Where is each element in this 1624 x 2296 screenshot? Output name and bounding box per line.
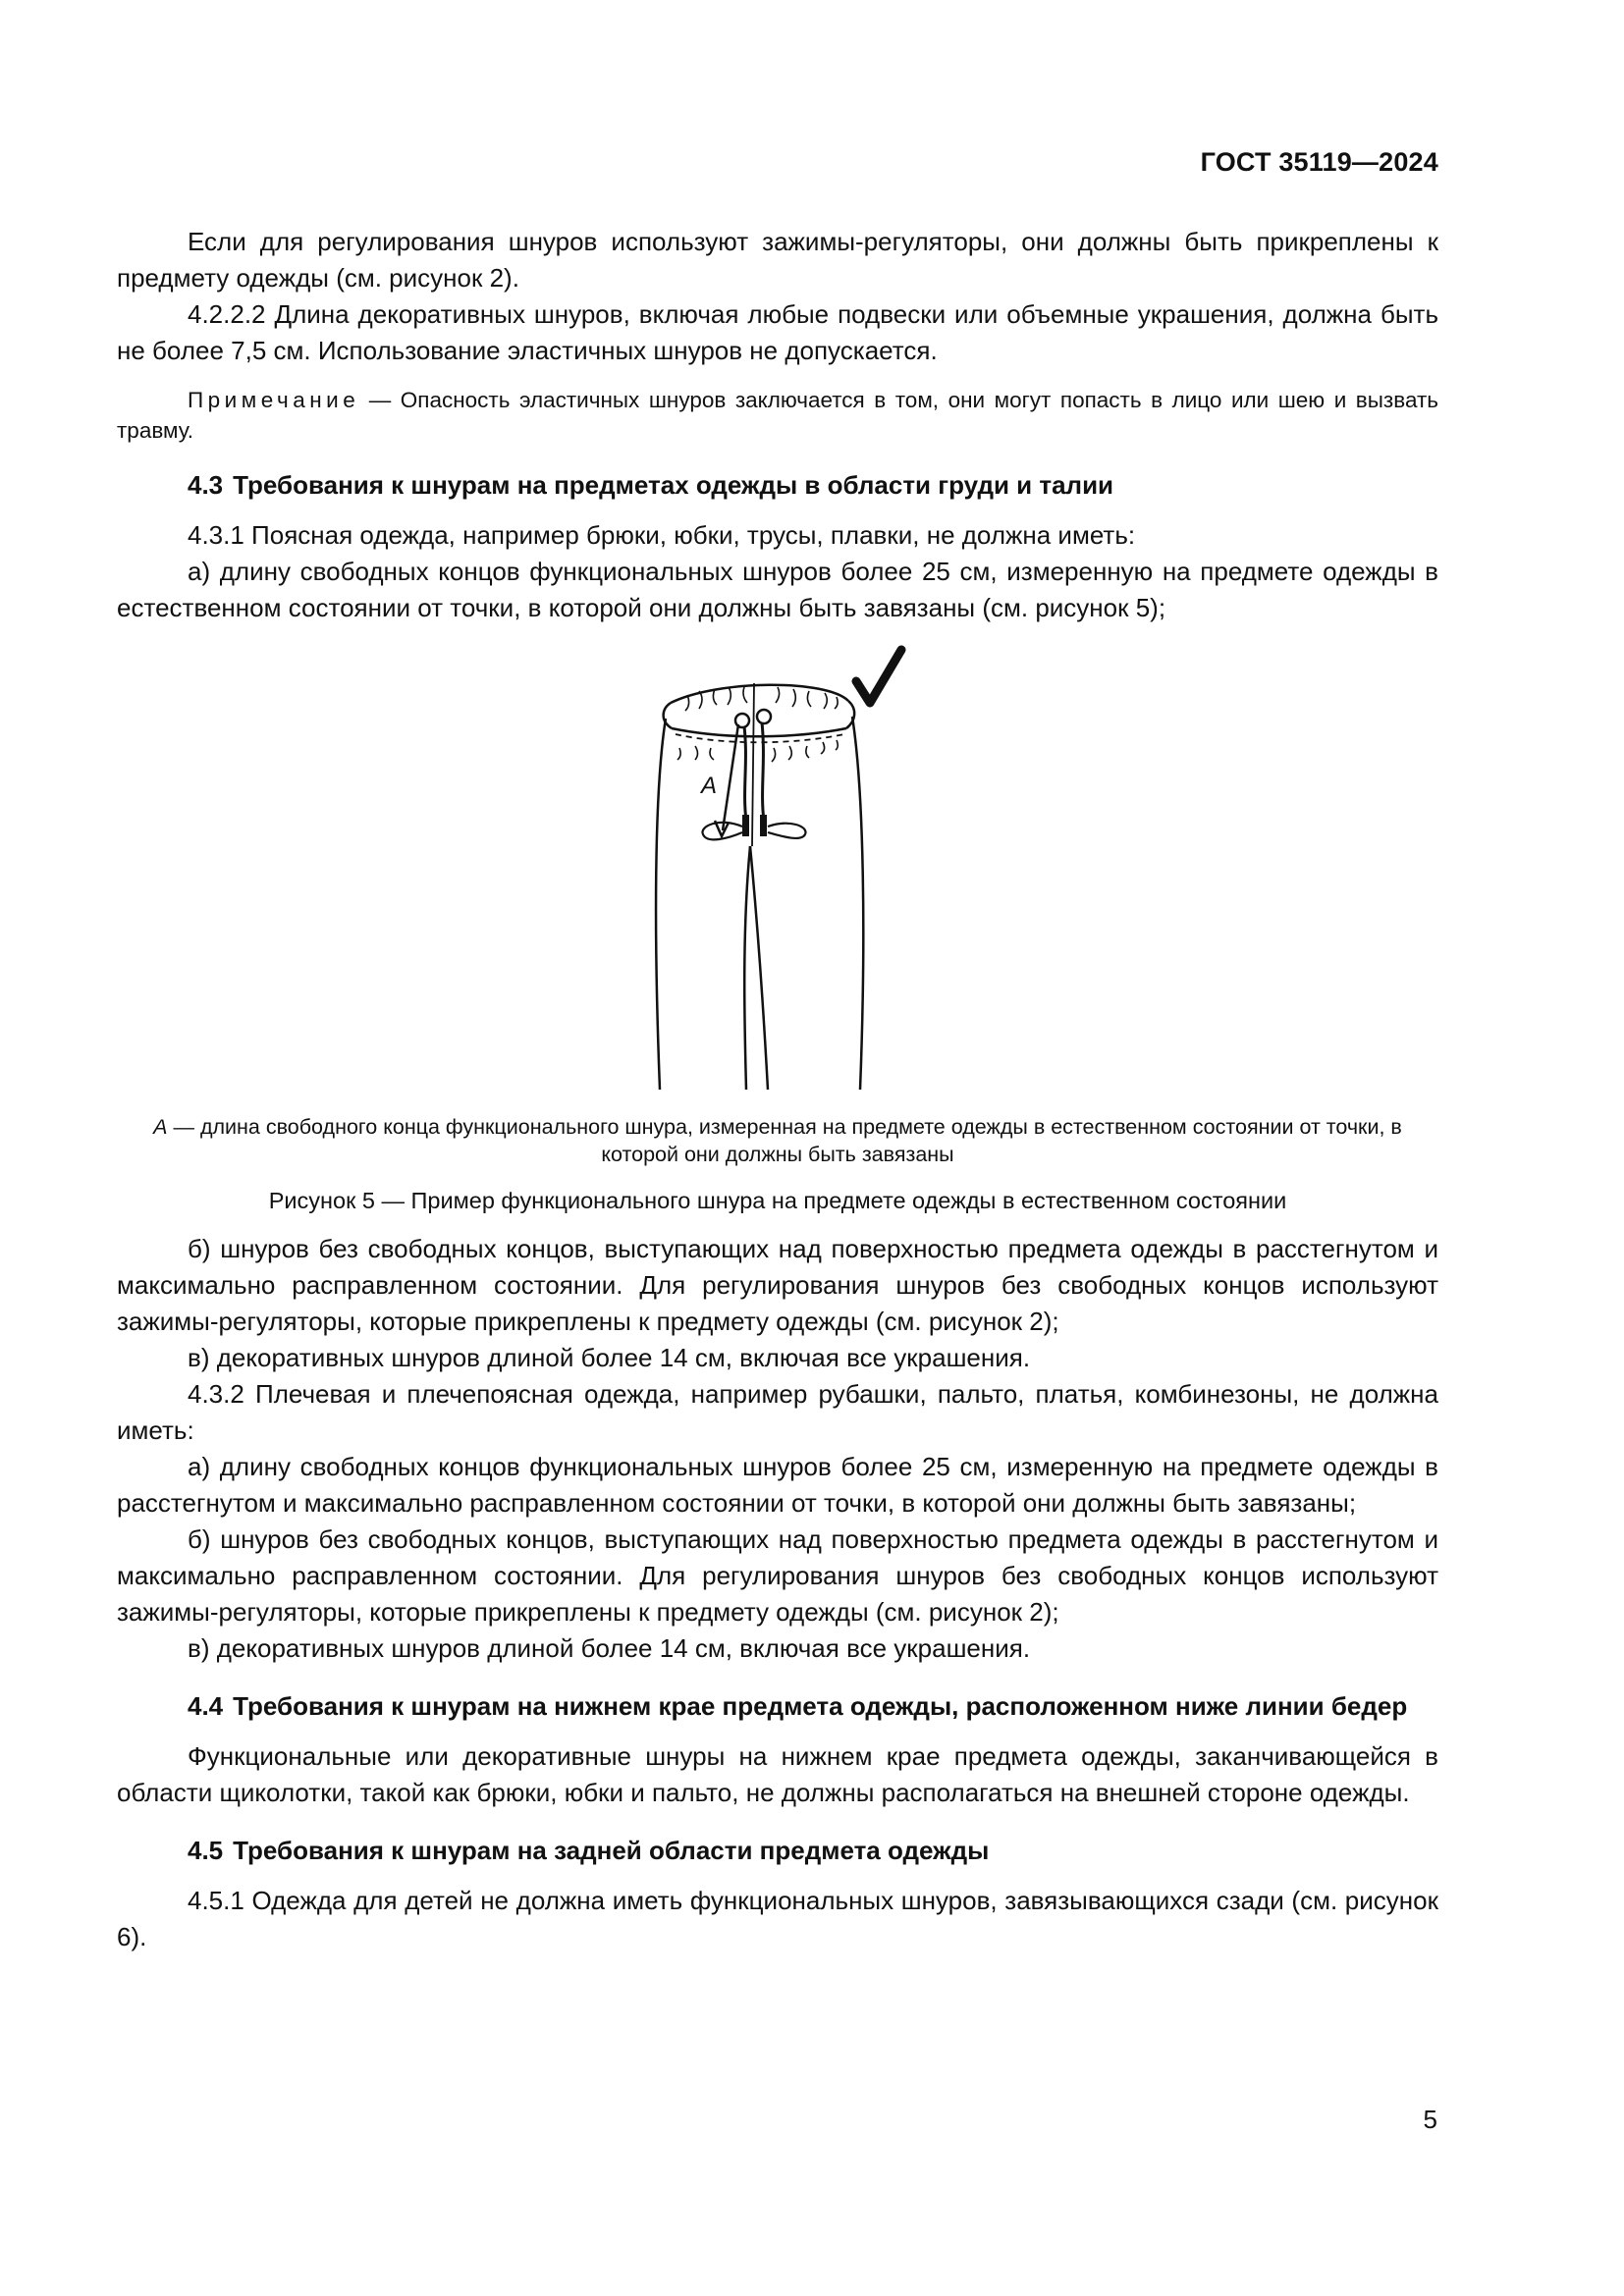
- legend-text: — длина свободного конца функционального шнура, измеренная на предмете одежды в естественном состоянии от точки, в которой они должны быть завязаны: [167, 1115, 1402, 1166]
- section-heading-4-3: [117, 467, 1438, 504]
- measurement-label: A: [701, 773, 718, 799]
- list-item-v: в) декоративных шнуров длиной более 14 см, включая все украшения.: [188, 1343, 1031, 1372]
- list-item-b: б) шнуров без свободных концов, выступающих над поверхностью предмета одежды в расстегнутом и максимально расправленном состоянии. Для регулирования шнуров без свободных концов используют зажимы-регуляторы, которые прикреплены к предмету одежды (см. рисунок 2);: [117, 1524, 1438, 1627]
- waistband-bottom: [672, 728, 846, 736]
- left-leg-inner: [744, 846, 750, 1090]
- right-leg-outer: [852, 717, 863, 1090]
- legend-letter: A: [153, 1115, 168, 1139]
- right-bow-loop: [768, 824, 806, 838]
- waistband-top: [671, 685, 848, 703]
- list-item-b: б) шнуров без свободных концов, выступающих над поверхностью предмета одежды в расстегнутом и максимально расправленном состоянии. Для регулирования шнуров без свободных концов используют зажимы-регуляторы, которые прикреплены к предмету одежды (см. рисунок 2);: [117, 1234, 1438, 1336]
- note: [117, 385, 1438, 446]
- list-item-a: а) длину свободных концов функциональных шнуров более 25 см, измеренную на предмете одежды в расстегнутом и максимально расправленном состоянии от точки, в которой они должны быть завязаны;: [117, 1452, 1438, 1518]
- section-title: Требования к шнурам на нижнем крае предмета одежды, расположенном ниже линии бедер: [233, 1691, 1408, 1721]
- left-leg-outer: [656, 719, 666, 1090]
- section-title: Требования к шнурам на предметах одежды в области груди и талии: [233, 470, 1114, 500]
- page-number: 5: [1423, 2105, 1437, 2134]
- paragraph-4-3-2: 4.3.2 Плечевая и плечепоясная одежда, например рубашки, пальто, платья, комбинезоны, не должна иметь:: [117, 1379, 1438, 1445]
- section-number: 4.4: [188, 1691, 224, 1721]
- list-item-a: а) длину свободных концов функциональных шнуров более 25 см, измеренную на предмете одежды в естественном состоянии от точки, в которой они должны быть завязаны (см. рисунок 5);: [117, 557, 1438, 622]
- list-item-v: в) декоративных шнуров длиной более 14 см, включая все украшения.: [188, 1633, 1031, 1663]
- note-text: — Опасность эластичных шнуров заключается в том, они могут попасть в лицо или шею и вызвать травму.: [117, 388, 1438, 443]
- figure-caption: Рисунок 5 — Пример функционального шнура на предмете одежды в естественном состоянии: [268, 1188, 1287, 1213]
- checkmark-icon: [856, 650, 901, 703]
- paragraph-4-3-1: 4.3.1 Поясная одежда, например брюки, юбки, трусы, плавки, не должна иметь:: [188, 520, 1136, 550]
- section-number: 4.5: [188, 1836, 224, 1865]
- paragraph-4-5-1: 4.5.1 Одежда для детей не должна иметь функциональных шнуров, завязывающихся сзади (см. рисунок 6).: [117, 1886, 1438, 1951]
- note-label: Примечание: [188, 388, 360, 412]
- figure-legend: [117, 1113, 1438, 1168]
- figure-5: [117, 644, 1438, 1095]
- paragraph-4-2-2-2: 4.2.2.2 Длина декоративных шнуров, включая любые подвески или объемные украшения, должна быть не более 7,5 см. Использование эластичных шнуров не допускается.: [117, 299, 1438, 365]
- right-cord: [762, 722, 764, 821]
- measurement-arrow: [723, 724, 738, 830]
- fly-seam: [752, 683, 754, 846]
- paragraph-4-4: Функциональные или декоративные шнуры на нижнем крае предмета одежды, заканчивающейся в области щиколотки, такой как брюки, юбки и пальто, не должны располагаться на внешней стороне одежды.: [117, 1741, 1438, 1807]
- section-number: 4.3: [188, 470, 224, 500]
- section-heading-4-5: [117, 1833, 1438, 1869]
- left-cord-tip: [742, 815, 749, 836]
- right-leg-inner: [750, 846, 768, 1090]
- document-header: ГОСТ 35119—2024: [1200, 147, 1438, 177]
- section-title: Требования к шнурам на задней области предмета одежды: [233, 1836, 990, 1865]
- right-cord-tip: [760, 815, 767, 836]
- trousers-drawing: [532, 644, 1023, 1095]
- left-cord: [744, 726, 746, 821]
- right-eyelet: [757, 710, 771, 723]
- paragraph-clamps: Если для регулирования шнуров используют зажимы-регуляторы, они должны быть прикреплены к предмету одежды (см. рисунок 2).: [117, 227, 1438, 293]
- fabric-gathers: [677, 687, 838, 762]
- document-body: [117, 224, 1438, 1955]
- section-heading-4-4: [117, 1688, 1438, 1725]
